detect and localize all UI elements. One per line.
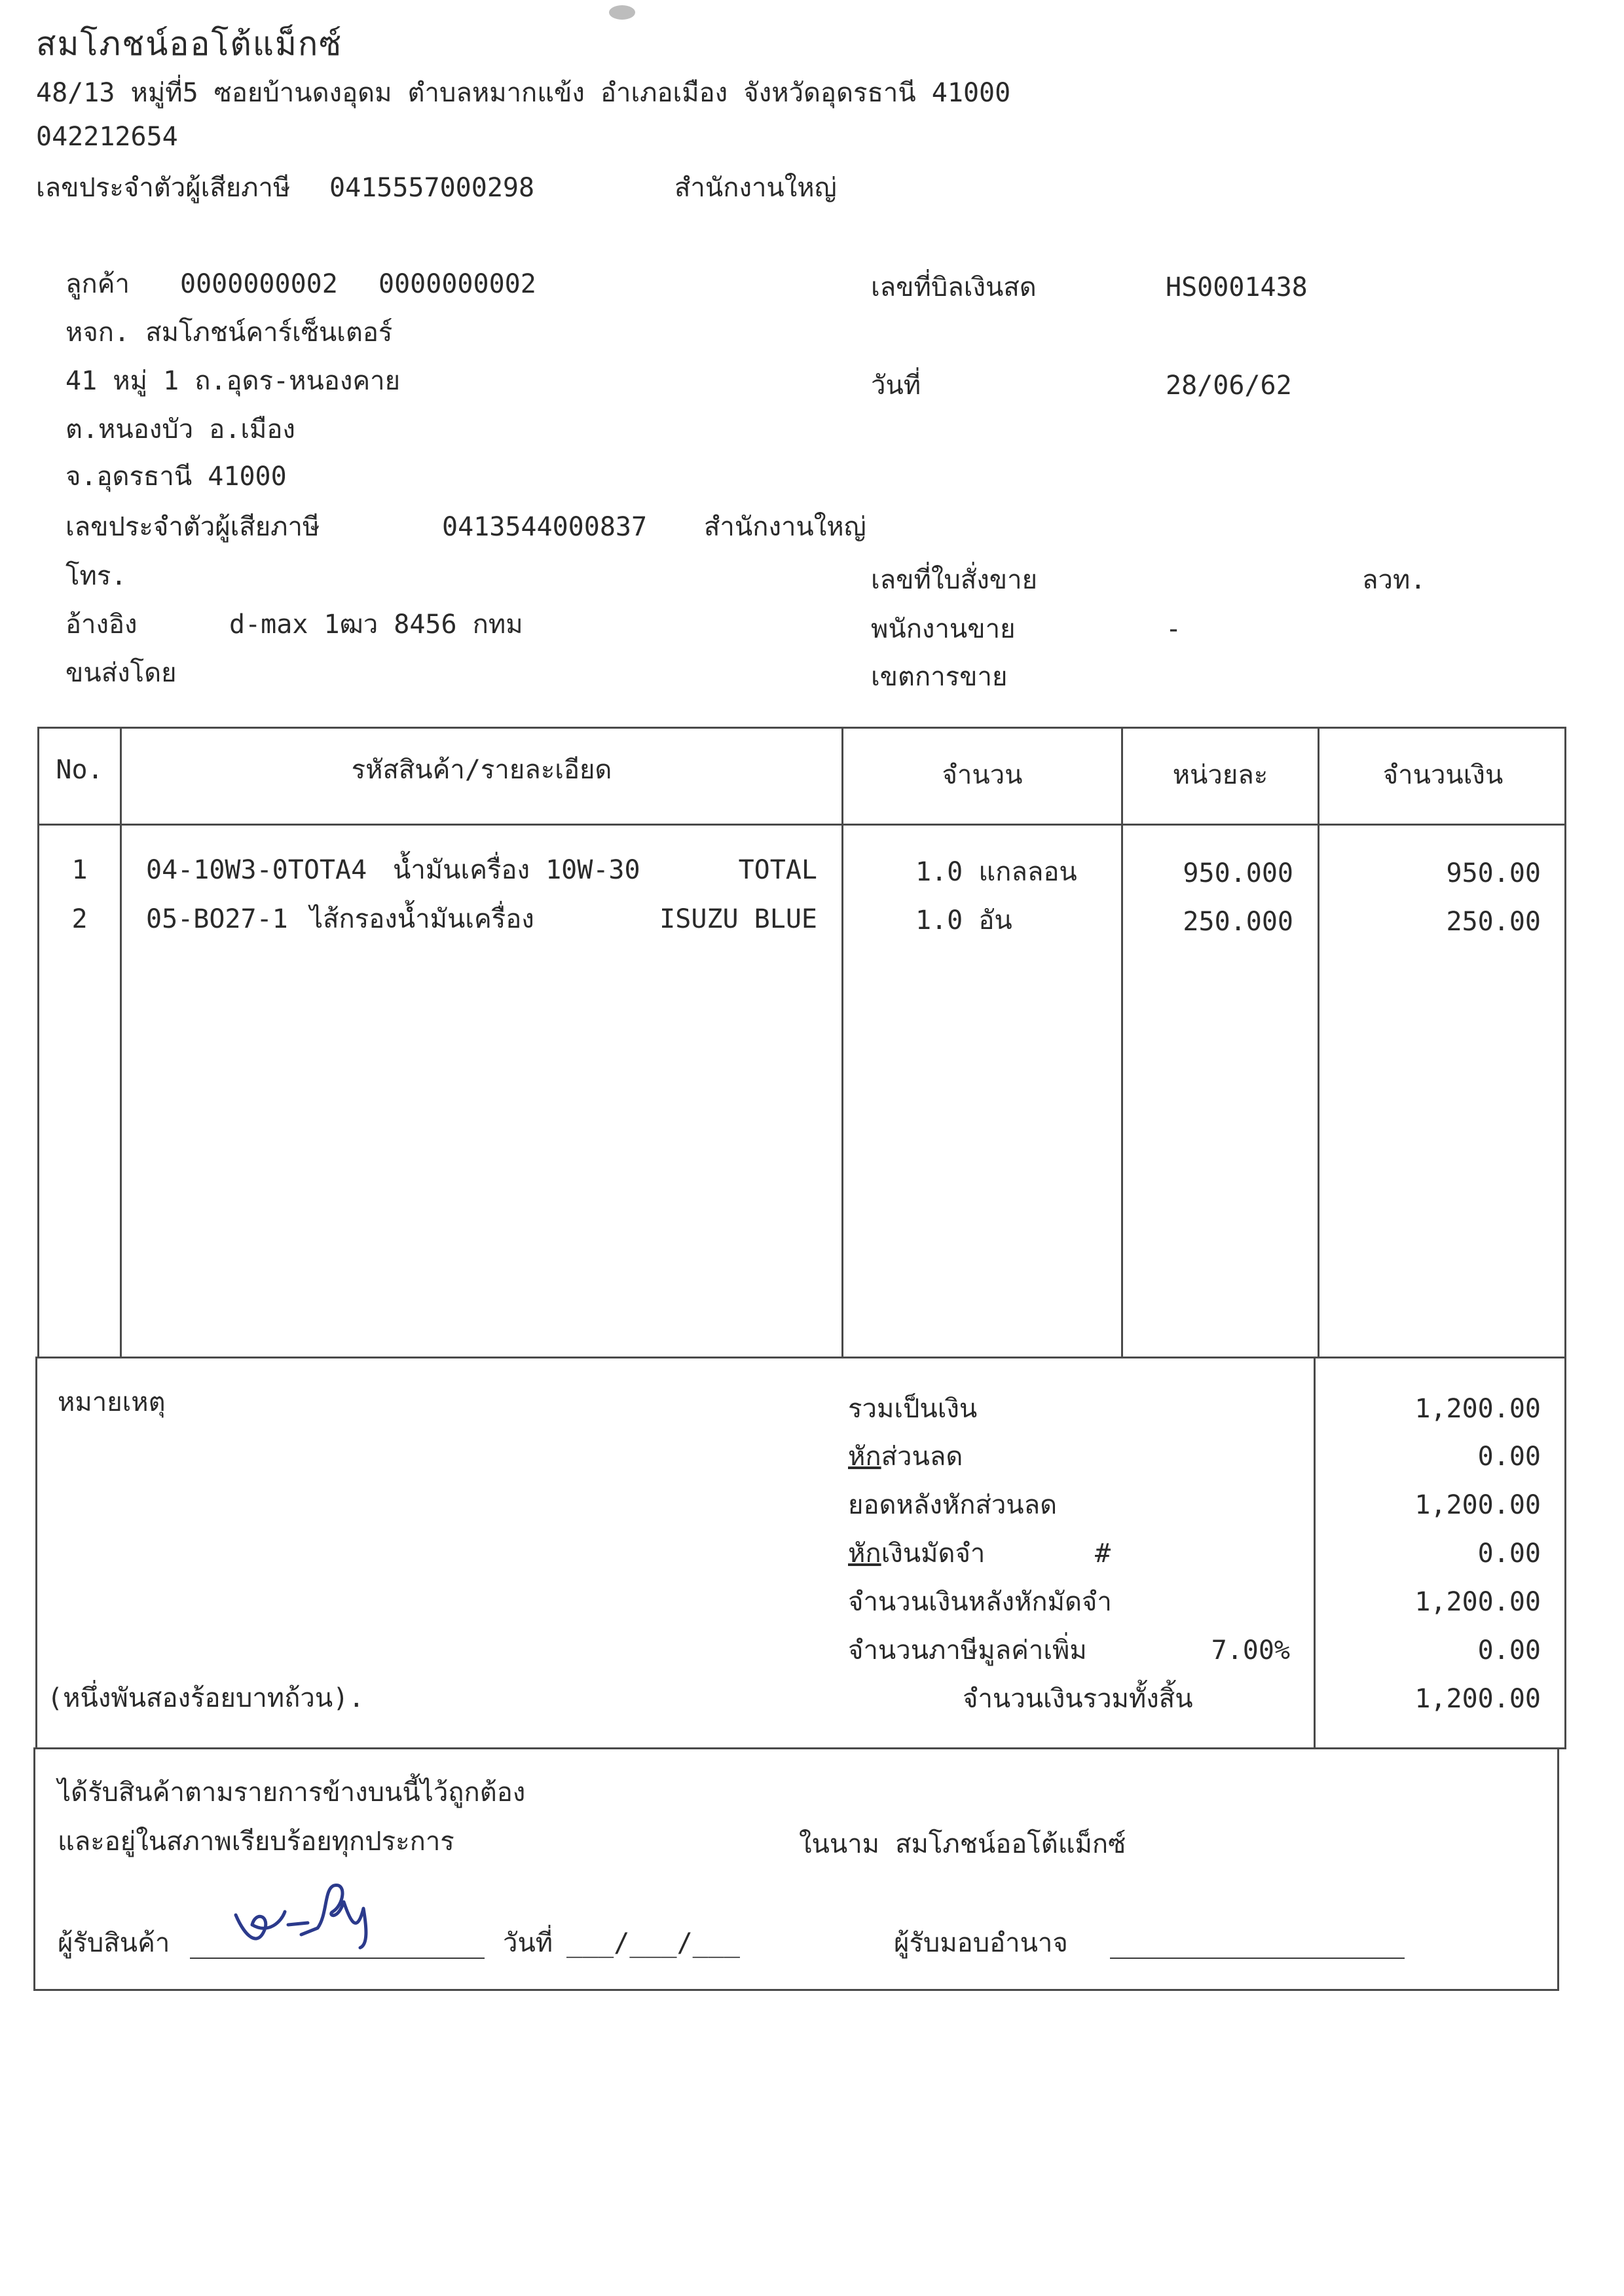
on-behalf-text: ในนาม สมโภชน์ออโต้แม็กซ์: [799, 1829, 1126, 1859]
customer-tax-id: 0413544000837: [442, 512, 648, 542]
row-2-code: 05-BO27-1: [146, 904, 288, 934]
row-2-desc: ไส้กรองน้ำมันเครื่อง: [310, 904, 534, 934]
row-2-qty: 1.0 อัน: [915, 905, 1012, 936]
header-amount: จำนวนเงิน: [1382, 760, 1504, 790]
scan-smudge: [609, 5, 635, 20]
customer-code-1: 0000000002: [180, 269, 338, 299]
grand-total-value: 1,200.00: [1414, 1684, 1541, 1714]
receive-date-blank: ___/___/___: [566, 1928, 740, 1958]
salesperson-value: -: [1166, 614, 1182, 644]
col-divider-item: [841, 727, 843, 1358]
col-divider-no: [120, 727, 122, 1358]
customer-branch: สำนักงานใหญ่: [704, 512, 866, 542]
vat-value: 0.00: [1477, 1635, 1541, 1666]
receiver-label: ผู้รับสินค้า: [58, 1928, 170, 1958]
row-1-unit-price: 950.000: [1183, 858, 1293, 888]
col-divider-qty: [1121, 727, 1123, 1358]
deposit-hash: #: [1095, 1539, 1111, 1569]
salesperson-label: พนักงานขาย: [871, 614, 1016, 644]
customer-phone-label: โทร.: [65, 561, 127, 591]
grand-total-label: จำนวนเงินรวมทั้งสิ้น: [963, 1684, 1193, 1714]
bill-number-label: เลขที่บิลเงินสด: [871, 272, 1037, 302]
row-1-amount: 950.00: [1446, 858, 1541, 888]
customer-address-3: จ.อุดรธานี 41000: [65, 462, 287, 492]
reference-value: d-max 1ฒว 8456 กทม: [229, 610, 523, 640]
totals-col-divider: [1314, 1357, 1316, 1749]
reference-label: อ้างอิง: [65, 610, 138, 640]
header-unit-price: หน่วยละ: [1172, 760, 1268, 790]
row-1-no: 1: [71, 855, 88, 885]
customer-code-2: 0000000002: [378, 269, 536, 299]
row-1-brand: TOTAL: [738, 855, 817, 885]
discount-value: 0.00: [1477, 1442, 1541, 1472]
subtotal-value: 1,200.00: [1414, 1394, 1541, 1424]
after-discount-label: ยอดหลังหักส่วนลด: [848, 1490, 1058, 1520]
received-line-2: และอยู่ในสภาพเรียบร้อยทุกประการ: [58, 1827, 454, 1857]
sales-area-label: เขตการขาย: [871, 662, 1008, 692]
customer-label: ลูกค้า: [65, 269, 130, 299]
bill-number: HS0001438: [1166, 272, 1308, 302]
header-qty: จำนวน: [942, 760, 1023, 790]
company-branch: สำนักงานใหญ่: [674, 173, 837, 203]
subtotal-label: รวมเป็นเงิน: [848, 1394, 978, 1424]
row-1-qty: 1.0 แกลลอน: [915, 857, 1077, 887]
company-address: 48/13 หมู่ที่5 ซอยบ้านดงอุดม ตำบลหมากแข้ง อำเภอเมือง จังหวัดอุดรธานี 41000: [36, 78, 1011, 108]
bill-date: 28/06/62: [1166, 371, 1292, 401]
customer-address-2: ต.หนองบัว อ.เมือง: [65, 414, 295, 445]
row-1-code: 04-10W3-0TOTA4: [146, 855, 367, 885]
discount-label: หักส่วนลด: [848, 1442, 963, 1472]
vat-rate: 7.00%: [1211, 1635, 1290, 1666]
after-deposit-value: 1,200.00: [1414, 1587, 1541, 1617]
deposit-label: หักเงินมัดจำ: [848, 1539, 986, 1569]
bill-date-label: วันที่: [871, 371, 921, 401]
row-2-amount: 250.00: [1446, 907, 1541, 937]
col-divider-price: [1318, 727, 1320, 1358]
receive-date-label: วันที่: [503, 1928, 553, 1958]
company-name: สมโภชน์ออโต้แม็กซ์: [36, 25, 343, 63]
sales-order-label: เลขที่ใบสั่งขาย: [871, 565, 1038, 595]
row-2-unit-price: 250.000: [1183, 907, 1293, 937]
header-no: No.: [56, 755, 103, 785]
customer-name: หจก. สมโภชน์คาร์เซ็นเตอร์: [65, 318, 393, 348]
authorized-signature-line: [1110, 1958, 1405, 1959]
table-header-divider: [37, 824, 1566, 826]
row-2-no: 2: [71, 904, 88, 934]
header-item: รหัสสินค้า/รายละเอียด: [351, 755, 612, 785]
amount-in-words: (หนึ่งพันสองร้อยบาทถ้วน).: [47, 1683, 365, 1713]
after-deposit-label: จำนวนเงินหลังหักมัดจำ: [848, 1587, 1112, 1617]
vat-label: จำนวนภาษีมูลค่าเพิ่ม: [848, 1635, 1087, 1666]
company-tax-id-label: เลขประจำตัวผู้เสียภาษี: [36, 173, 291, 203]
after-discount-value: 1,200.00: [1414, 1490, 1541, 1520]
received-line-1: ได้รับสินค้าตามรายการข้างบนนี้ไว้ถูกต้อง: [58, 1777, 526, 1808]
row-2-brand: ISUZU BLUE: [659, 904, 817, 934]
customer-address-1: 41 หมู่ 1 ถ.อุดร-หนองคาย: [65, 366, 401, 396]
customer-tax-id-label: เลขประจำตัวผู้เสียภาษี: [65, 512, 320, 542]
items-table: [37, 727, 1566, 1358]
authorized-label: ผู้รับมอบอำนาจ: [894, 1928, 1068, 1958]
shipping-label: ขนส่งโดย: [65, 658, 177, 688]
signature-icon: [229, 1876, 386, 1961]
deposit-value: 0.00: [1477, 1539, 1541, 1569]
company-phone: 042212654: [36, 122, 178, 152]
sales-order-suffix: ลวท.: [1362, 565, 1426, 595]
remarks-label: หมายเหตุ: [58, 1387, 166, 1417]
row-1-desc: น้ำมันเครื่อง 10W-30: [393, 855, 640, 885]
company-tax-id: 0415557000298: [329, 173, 535, 203]
